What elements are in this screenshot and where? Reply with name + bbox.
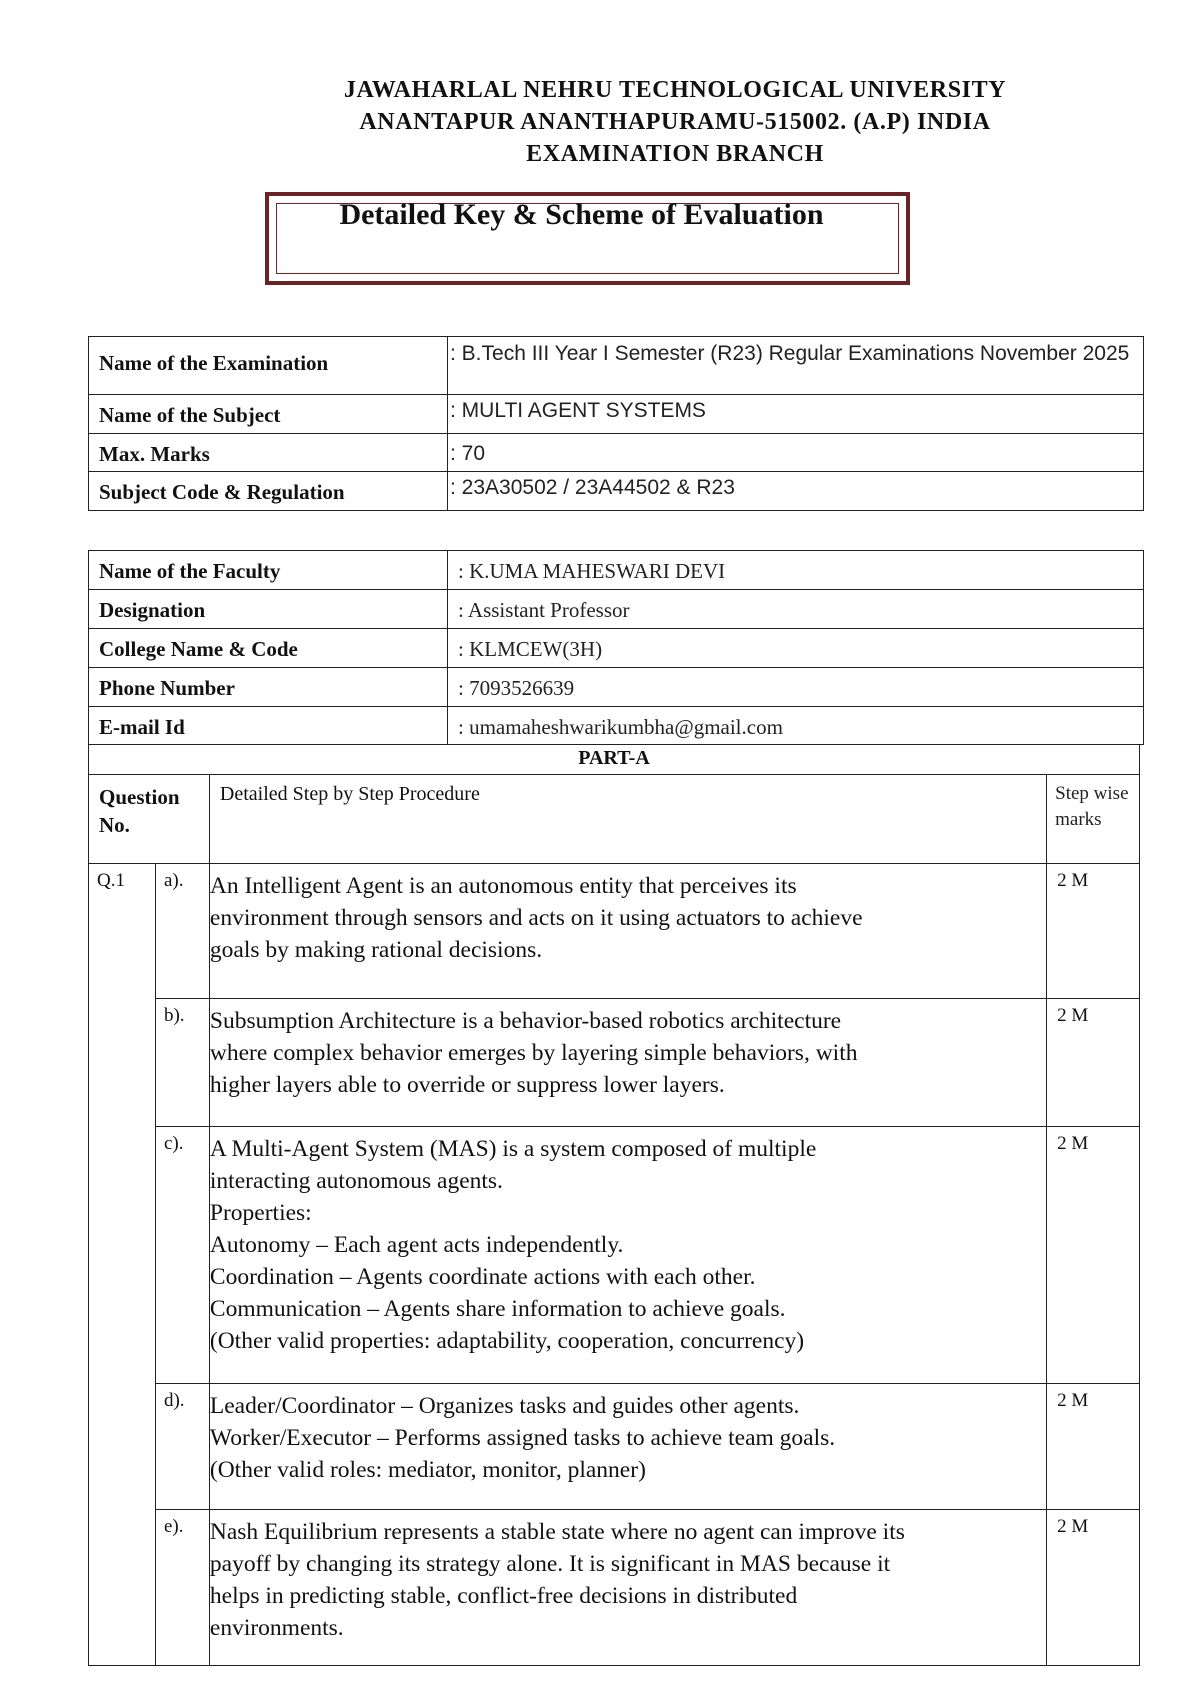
info-label: Name of the Examination xyxy=(89,337,448,395)
question-number: Q.1 xyxy=(89,864,156,1666)
answer-text xyxy=(209,1127,1046,1384)
exam-info-row xyxy=(89,434,1144,472)
info-value: : 7093526639 xyxy=(448,668,1144,707)
header-line-2: ANANTAPUR ANANTHAPURAMU-515002. (A.P) INDIA xyxy=(359,109,991,135)
faculty-info-row xyxy=(89,668,1144,707)
answer-key-table xyxy=(88,744,1140,1666)
answer-row xyxy=(89,1384,1140,1510)
answer-line: Nash Equilibrium represents a stable state where no agent can improve its xyxy=(209,1519,905,1545)
answer-line: Coordination – Agents coordinate actions with each other. xyxy=(209,1264,756,1290)
answer-line: payoff by changing its strategy alone. It is significant in MAS because it xyxy=(209,1551,891,1577)
info-value: : K.UMA MAHESWARI DEVI xyxy=(448,551,1144,590)
faculty-info-row xyxy=(89,551,1144,590)
answer-line: Subsumption Architecture is a behavior-based robotics architecture xyxy=(209,1008,842,1034)
step-marks: 2 M xyxy=(1047,1127,1140,1384)
column-header-row xyxy=(89,775,1140,864)
info-value: : KLMCEW(3H) xyxy=(448,629,1144,668)
info-label: Designation xyxy=(89,590,448,629)
exam-info-table xyxy=(88,336,1144,511)
info-label: Subject Code & Regulation xyxy=(89,472,448,511)
answer-text xyxy=(209,864,1046,999)
info-label: College Name & Code xyxy=(89,629,448,668)
answer-row xyxy=(89,1127,1140,1384)
answer-line: (Other valid roles: mediator, monitor, planner) xyxy=(209,1457,646,1483)
part-title-row xyxy=(89,745,1140,775)
info-label: Phone Number xyxy=(89,668,448,707)
info-value: : B.Tech III Year I Semester (R23) Regular Examinations November 2025 xyxy=(448,337,1144,395)
question-no-header: Question No. xyxy=(89,775,210,864)
procedure-header: Detailed Step by Step Procedure xyxy=(209,775,1046,864)
sub-question-label: a). xyxy=(155,864,209,999)
answer-line: An Intelligent Agent is an autonomous entity that perceives its xyxy=(209,873,797,899)
info-value: : 23A30502 / 23A44502 & R23 xyxy=(448,472,1144,511)
info-value: : MULTI AGENT SYSTEMS xyxy=(448,395,1144,434)
sub-question-label: b). xyxy=(155,999,209,1127)
exam-info-row xyxy=(89,472,1144,511)
step-marks: 2 M xyxy=(1047,1510,1140,1666)
exam-info-row xyxy=(89,337,1144,395)
answer-line: Worker/Executor – Performs assigned tasks to achieve team goals. xyxy=(209,1425,836,1451)
answer-row xyxy=(89,864,1140,999)
document-title: Detailed Key & Scheme of Evaluation xyxy=(339,198,824,231)
title-box xyxy=(265,192,910,285)
step-marks: 2 M xyxy=(1047,864,1140,999)
answer-text xyxy=(209,1510,1046,1666)
answer-line: higher layers able to override or suppress lower layers. xyxy=(209,1072,725,1098)
faculty-info-row xyxy=(89,590,1144,629)
step-marks: 2 M xyxy=(1047,999,1140,1127)
info-label: E-mail Id xyxy=(89,707,448,745)
marks-header: Step wise marks xyxy=(1047,775,1140,864)
answer-line: Leader/Coordinator – Organizes tasks and guides other agents. xyxy=(209,1393,800,1419)
answer-line: interacting autonomous agents. xyxy=(209,1168,503,1194)
info-label: Name of the Subject xyxy=(89,395,448,434)
answer-row xyxy=(89,1510,1140,1666)
header-line-1: JAWAHARLAL NEHRU TECHNOLOGICAL UNIVERSITY xyxy=(343,77,1007,103)
answer-text xyxy=(209,999,1046,1127)
faculty-info-row xyxy=(89,707,1144,745)
answer-line: helps in predicting stable, conflict-free decisions in distributed xyxy=(209,1583,798,1609)
info-value: : Assistant Professor xyxy=(448,590,1144,629)
faculty-info-row xyxy=(89,629,1144,668)
answer-line: Autonomy – Each agent acts independently. xyxy=(209,1232,624,1258)
exam-info-row xyxy=(89,395,1144,434)
info-label: Max. Marks xyxy=(89,434,448,472)
info-value: : umamaheshwarikumbha@gmail.com xyxy=(448,707,1144,745)
step-marks: 2 M xyxy=(1047,1384,1140,1510)
info-value: : 70 xyxy=(448,434,1144,472)
answer-line: goals by making rational decisions. xyxy=(209,937,543,963)
faculty-info-table xyxy=(88,550,1144,745)
part-title: PART-A xyxy=(89,745,1140,775)
sub-question-label: c). xyxy=(155,1127,209,1384)
answer-line: (Other valid properties: adaptability, cooperation, concurrency) xyxy=(209,1328,805,1354)
sub-question-label: d). xyxy=(155,1384,209,1510)
answer-line: environments. xyxy=(209,1615,344,1641)
answer-line: environment through sensors and acts on it using actuators to achieve xyxy=(209,905,863,931)
answer-line: where complex behavior emerges by layering simple behaviors, with xyxy=(209,1040,858,1066)
university-header xyxy=(0,74,1200,170)
answer-line: Communication – Agents share information to achieve goals. xyxy=(209,1296,786,1322)
answer-text xyxy=(209,1384,1046,1510)
info-label: Name of the Faculty xyxy=(89,551,448,590)
answer-row xyxy=(89,999,1140,1127)
header-line-3: EXAMINATION BRANCH xyxy=(526,141,824,167)
answer-line: Properties: xyxy=(209,1200,312,1226)
sub-question-label: e). xyxy=(155,1510,209,1666)
answer-line: A Multi-Agent System (MAS) is a system composed of multiple xyxy=(209,1136,817,1162)
